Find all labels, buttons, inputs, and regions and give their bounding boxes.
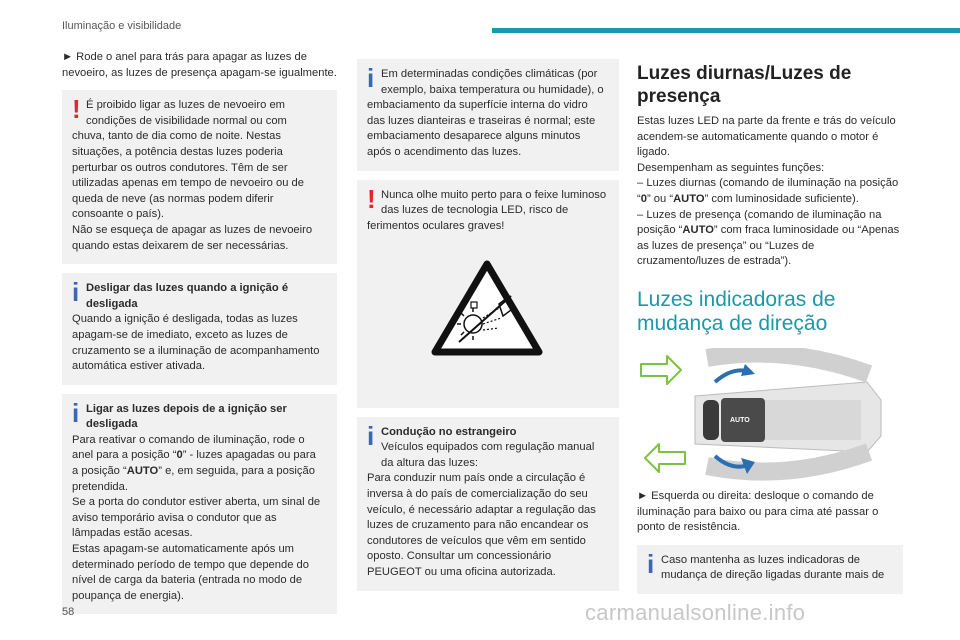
warning-exclamation-icon: ! bbox=[367, 183, 376, 214]
fogging-info-box bbox=[357, 59, 619, 171]
column-1 bbox=[62, 50, 337, 614]
led-warning-box bbox=[357, 180, 619, 408]
driving-abroad-title: Condução no estrangeiro bbox=[381, 425, 517, 438]
info-icon: i bbox=[647, 548, 655, 579]
lights-after-ignition-p1: Para reativar o comando de iluminação, rode o anel para a posição “0” - luzes apagadas ou para a posição “AUTO” e, em seguida, para a posição pretendida. bbox=[72, 433, 316, 493]
lights-after-ignition-p3: Estas apagam-se automaticamente após um determinado período de tempo que depende do nível de carga da bateria (entrada no modo de poupança de energia). bbox=[72, 543, 309, 602]
turn-signal-info-box bbox=[637, 545, 903, 594]
driving-abroad-p2: Para conduzir num país onde a circulação é inversa à do país de comercialização do seu veículo, é necessário adaptar a regulação das luzes de cruzamento para não encandear os condutores de veículos que vêm em sentido oposto. Consultar um concessionário PEUGEOT ou uma oficina autorizada. bbox=[367, 472, 596, 578]
fog-warning-box bbox=[62, 90, 337, 264]
fog-warning-text: chuva, tanto de dia como de noite. Nestas situações, a potência destas luzes poderia perturbar os outros condutores. Têm de ser utilizadas apenas em tempo de nevoeiro ou de queda de neve (as normas podem diferir consoante o país). bbox=[72, 130, 304, 221]
watermark: carmanualsonline.info bbox=[585, 600, 806, 625]
led-warning-text: ferimentos oculares graves! bbox=[367, 219, 505, 232]
led-warning-first: Nunca olhe muito perto para o feixe luminoso das luzes de tecnologia LED, risco de bbox=[381, 188, 607, 217]
led-eye-hazard-icon bbox=[429, 258, 545, 358]
turn-signal-info-first: Caso mantenha as luzes indicadoras de mudança de direção ligadas durante mais de bbox=[661, 553, 885, 582]
info-icon: i bbox=[367, 63, 375, 93]
lights-after-ignition-title: Ligar as luzes depois de a ignição ser desligada bbox=[86, 402, 287, 431]
header-accent-bar bbox=[492, 28, 960, 33]
lights-after-ignition-p2: Se a porta do condutor estiver aberta, um sinal de aviso temporário avisa o condutor que as lâmpadas estão acesas. bbox=[72, 496, 321, 540]
lights-after-ignition-box bbox=[62, 394, 337, 615]
turn-signal-stalk-figure bbox=[637, 348, 887, 483]
drl-list-item-2: – Luzes de presença (comando de iluminação na posição “AUTO” com fraca luminosidade ou “Apenas as luzes de presença” ou “Luzes de cruzamento/luzes de estrada”). bbox=[637, 208, 900, 268]
drl-list-item-1: – Luzes diurnas (comando de iluminação na posição “0” ou “AUTO” com luminosidade suficiente). bbox=[637, 177, 899, 205]
warning-exclamation-icon: ! bbox=[72, 94, 81, 125]
ignition-off-text: Quando a ignição é desligada, todas as luzes apagam-se de imediato, exceto as luzes de cruzamento se a iluminação de acompanhamento automática estiver ativada. bbox=[72, 313, 320, 373]
ignition-off-info-box bbox=[62, 273, 337, 385]
fogging-first: Em determinadas condições climáticas (por exemplo, baixa temperatura ou humidade), o bbox=[381, 68, 604, 96]
drl-p1: Estas luzes LED na parte da frente e trás do veículo acendem-se automaticamente quando o motor é ligado. bbox=[637, 115, 896, 159]
header-section-title: Iluminação e visibilidade bbox=[62, 20, 182, 32]
drl-p2: Desempenham as seguintes funções: bbox=[637, 161, 825, 174]
info-icon: i bbox=[72, 277, 80, 308]
turn-signal-instruction: ► Esquerda ou direita: desloque o comando de iluminação para baixo ou para cima até passar o ponto de resistência. bbox=[637, 489, 879, 534]
driving-abroad-box bbox=[357, 417, 619, 591]
turn-signals-heading: Luzes indicadoras de mudança de direção bbox=[637, 287, 836, 335]
info-icon: i bbox=[72, 397, 80, 428]
fog-warning-reminder: Não se esqueça de apagar as luzes de nevoeiro quando estas deixarem de ser necessárias. bbox=[72, 223, 313, 252]
column-2 bbox=[357, 50, 619, 591]
stalk-auto-label: AUTO bbox=[730, 416, 750, 424]
arrow-down-left-icon bbox=[645, 444, 685, 472]
arrow-up-right-icon bbox=[641, 356, 681, 384]
column-3 bbox=[637, 54, 903, 594]
page-number: 58 bbox=[62, 606, 75, 618]
fog-lights-instruction: ► Rode o anel para trás para apagar as luzes de nevoeiro, as luzes de presença apagam-se igualmente. bbox=[62, 51, 337, 79]
driving-abroad-p1: Veículos equipados com regulação manual da altura das luzes: bbox=[381, 441, 595, 469]
ignition-off-title: Desligar das luzes quando a ignição é desligada bbox=[86, 282, 289, 310]
drl-heading: Luzes diurnas/Luzes de presença bbox=[637, 63, 852, 107]
info-icon: i bbox=[367, 420, 375, 451]
fog-warning-first: É proibido ligar as luzes de nevoeiro em condições de visibilidade normal ou com bbox=[86, 99, 287, 127]
fogging-text: embaciamento da superfície interna do vidro das luzes dianteiras e traseiras é normal; este embaciamento desaparece alguns minutos após o acendimento das luzes. bbox=[367, 99, 596, 158]
